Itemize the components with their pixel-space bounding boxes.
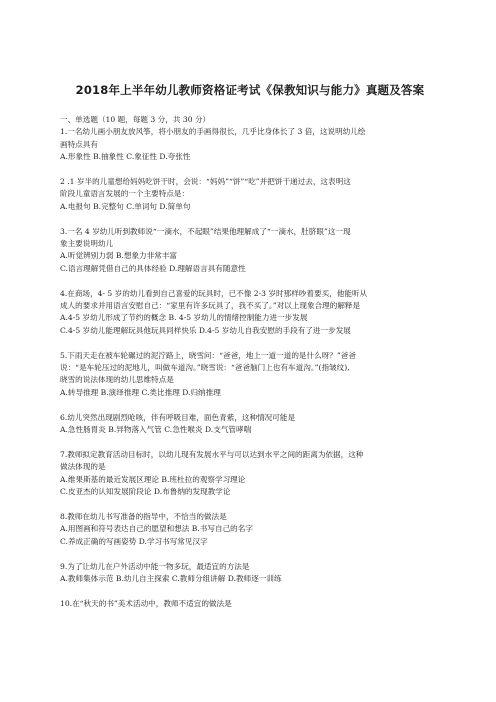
question-8 [60, 511, 444, 548]
question-options: A.形象性 B.抽象性 C.象征性 D.夸张性 [60, 152, 191, 162]
question-options: A.用图画和符号表达自己的愿望和想法 B.书写自己的名字 [60, 524, 253, 534]
question-options: A.转导推理 B.演绎推理 C.类比推理 D.归纳推理 [60, 387, 221, 397]
question-stem: 做法体现的是 [60, 462, 106, 472]
question-stem: 说：“是车轮压过的泥地儿，叫做车道沟。”晓雪说：“爸爸脑门上也有车道沟。”(指皱纹), [60, 363, 350, 373]
question-4 [60, 288, 444, 338]
question-options: A.教师集体示范 B.幼儿自主探索 C.教师分组讲解 D.教师逐一训练 [60, 573, 282, 583]
question-5 [60, 350, 444, 400]
question-1 [60, 126, 444, 163]
question-stem: 画特点具有 [60, 139, 98, 149]
question-stem: 象主要说明幼儿 [60, 239, 114, 249]
question-stem: 6.幼儿突然出现剧烈呛咳，伴有呼吸目难，面色青紫，这种情况可能是 [60, 412, 296, 422]
question-stem: 9.为了让幼儿在户外活动中能一物多玩，最适宜的方法是 [60, 561, 250, 571]
question-stem: 3.一名 4 岁幼儿听到教师说“一滴水，不起眼”结果他理解成了“一滴水，肚脐眼”这一现 [60, 226, 351, 236]
question-stem: 8.教师在幼儿书写准备的指导中，不恰当的做法是 [60, 511, 227, 521]
question-stem: 阶段儿童语言发展的一个主要特点是： [60, 189, 190, 199]
question-options: A.电报句 B.完整句 C.单词句 D.简单句 [60, 201, 191, 211]
question-options: A.急性肠胃炎 B.异物落入气管 C.急性喉炎 D.支气管哮喘 [60, 425, 252, 435]
question-7 [60, 449, 444, 499]
question-stem: 2 .1 岁半的儿童想给妈妈吃饼干时，会说：“妈妈”“饼”“吃”并把饼干递过去，这表明这 [60, 177, 351, 187]
question-stem: 5.下雨天走在被车轮碾过的泥泞路上，晓雪问：“爸爸，地上一道一道的是什么呀？”爸爸 [60, 350, 356, 360]
question-stem: 成人的要求并用语言安慰自己：“家里有许多玩具了，我不买了。”对以上现象合理的解释是 [60, 301, 361, 311]
section-heading: 一、单选题（10 题，每题 3 分，共 30 分） [60, 115, 211, 124]
question-stem: 1.一名幼儿画小朋友放风筝，将小朋友的手画得很长，几乎比身体长了 3 倍，这说明幼儿绘 [60, 127, 366, 137]
question-options: C.语言理解凭借自己的具体经验 D.理解语言具有随意性 [60, 263, 246, 273]
question-options: A.4-5 岁幼儿形成了节约的概念 B. 4-5 岁幼儿的情绪控制能力进一步发展 [60, 313, 308, 323]
question-options: A.维果斯基的最近发展区理论 B.班杜拉的观察学习理论 [60, 474, 246, 484]
document-title: 2018年上半年幼儿教师资格证考试《保教知识与能力》真题及答案 [75, 83, 425, 97]
question-stem: 4.在商场，4- 5 岁的幼儿看到自己喜爱的玩具时，已不像 2-3 岁时那样吵着要买，他能听从 [60, 288, 368, 298]
question-options: C.养成正确的写画姿势 D.学习书写常见汉字 [60, 536, 208, 546]
question-stem: 晓雪的说法体现的幼儿思维特点是 [60, 375, 174, 385]
document-body [60, 114, 444, 610]
question-3 [60, 226, 444, 276]
question-stem: 10.在“秋天的书”美术活动中，教师不适宜的做法是 [60, 598, 232, 608]
question-9 [60, 561, 444, 586]
question-stem: 7.教师拟定教育活动目标时，以幼儿现有发展水平与可以达到水平之间的距离为依据，这种 [60, 449, 364, 459]
question-6 [60, 412, 444, 437]
question-10 [60, 598, 444, 610]
question-options: A.听觉辨别力弱 B.想象力非常丰富 [60, 251, 178, 261]
question-options: C.皮亚杰的认知发展阶段论 D.布鲁纳的发现教学论 [60, 487, 231, 497]
question-options: C.4-5 岁幼儿能理解玩具他玩具同样快乐 D.4-5 岁幼儿自我安慰的手段有了进一步发展 [60, 325, 351, 335]
question-2 [60, 176, 444, 213]
